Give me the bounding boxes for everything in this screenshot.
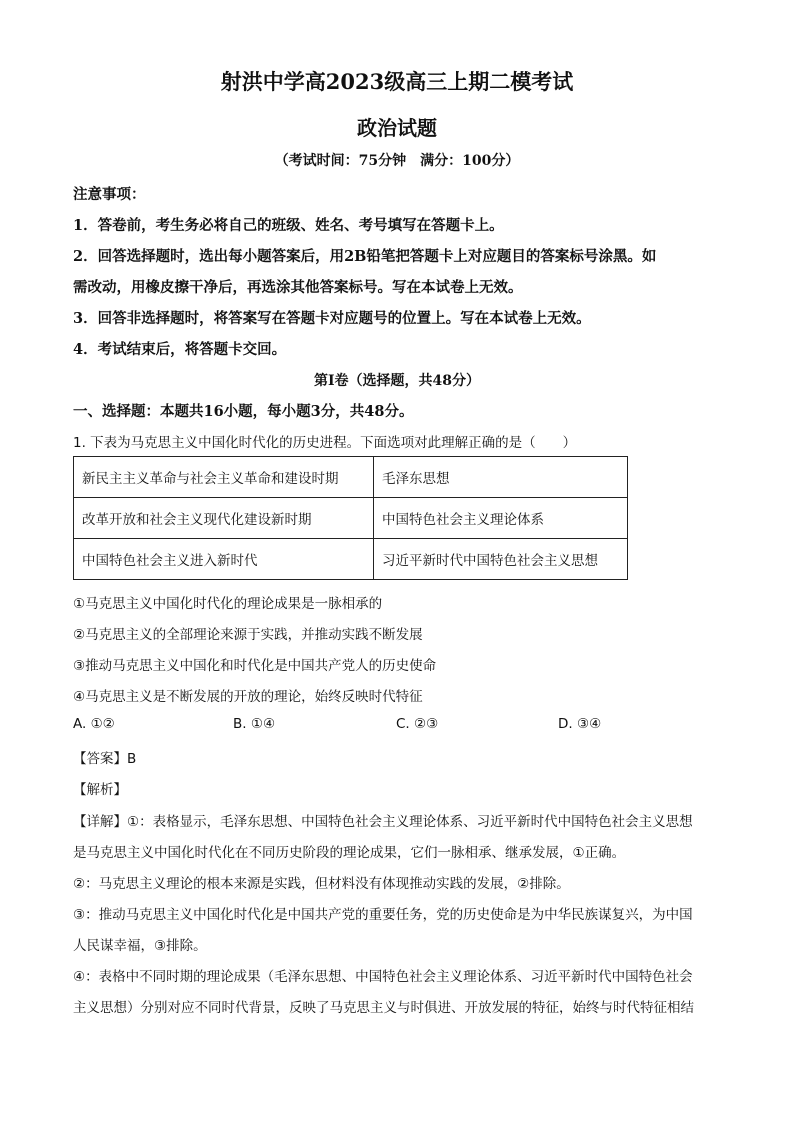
- answer-line: 【答案】B: [73, 751, 137, 767]
- history-table: [73, 456, 628, 580]
- table-cell-period: 新民主主义革命与社会主义革命和建设时期: [74, 457, 374, 498]
- analysis-line: ③：推动马克思主义中国化时代化是中国共产党的重要任务，党的历史使命是为中华民族谋复兴，为中国: [73, 907, 693, 923]
- note-item: 4．考试结束后，将答题卡交回。: [73, 341, 287, 358]
- table-row: [74, 457, 628, 498]
- question-stem: 1. 下表为马克思主义中国化时代化的历史进程。下面选项对此理解正确的是（ ）: [73, 435, 577, 451]
- note-item: 2．回答选择题时，选出每小题答案后，用2B铅笔把答题卡上对应题目的答案标号涂黑。如: [73, 248, 657, 265]
- statement-1: ①马克思主义中国化时代化的理论成果是一脉相承的: [73, 596, 383, 612]
- statement-2: ②马克思主义的全部理论来源于实践，并推动实践不断发展: [73, 627, 423, 643]
- table-cell-theory: 习近平新时代中国特色社会主义思想: [374, 539, 628, 580]
- notes-heading: 注意事项：: [73, 186, 146, 203]
- analysis-line: 是马克思主义中国化时代化在不同历史阶段的理论成果，它们一脉相承、继承发展，①正确。: [73, 845, 626, 861]
- note-item: 1．答卷前，考生务必将自己的班级、姓名、考号填写在答题卡上。: [73, 217, 504, 234]
- table-cell-period: 中国特色社会主义进入新时代: [74, 539, 374, 580]
- exam-info: （考试时间：75分钟 满分：100分）: [274, 153, 520, 169]
- note-item: 3．回答非选择题时，将答案写在答题卡对应题号的位置上。写在本试卷上无效。: [73, 310, 591, 327]
- analysis-line: ④：表格中不同时期的理论成果（毛泽东思想、中国特色社会主义理论体系、习近平新时代中国特色社会: [73, 969, 693, 985]
- option-b: B. ①④: [233, 716, 276, 732]
- note-item: 需改动，用橡皮擦干净后，再选涂其他答案标号。写在本试卷上无效。: [73, 279, 523, 296]
- option-c: C. ②③: [396, 716, 439, 732]
- subject-title: 政治试题: [357, 116, 437, 140]
- analysis-line: ②：马克思主义理论的根本来源是实践，但材料没有体现推动实践的发展，②排除。: [73, 876, 570, 892]
- statement-3: ③推动马克思主义中国化和时代化是中国共产党人的历史使命: [73, 658, 437, 674]
- volume-title: 第Ⅰ卷（选择题，共48分）: [313, 373, 481, 389]
- analysis-line: 主义思想）分别对应不同时代背景，反映了马克思主义与时俱进、开放发展的特征，始终与时代特征相结: [73, 1000, 694, 1016]
- analysis-label: 【解析】: [73, 782, 127, 798]
- table-row: [74, 498, 628, 539]
- option-d: D. ③④: [558, 716, 602, 732]
- exam-title: 射洪中学高2023级高三上期二模考试: [220, 69, 574, 94]
- table-cell-theory: 毛泽东思想: [374, 457, 628, 498]
- option-a: A. ①②: [73, 716, 115, 732]
- part-title: 一、选择题：本题共16小题，每小题3分，共48分。: [73, 403, 414, 420]
- table-cell-period: 改革开放和社会主义现代化建设新时期: [74, 498, 374, 539]
- statement-4: ④马克思主义是不断发展的开放的理论，始终反映时代特征: [73, 689, 423, 705]
- analysis-line: 【详解】①：表格显示，毛泽东思想、中国特色社会主义理论体系、习近平新时代中国特色社会主义思想: [73, 814, 693, 830]
- table-cell-theory: 中国特色社会主义理论体系: [374, 498, 628, 539]
- table-row: [74, 539, 628, 580]
- analysis-line: 人民谋幸福，③排除。: [73, 938, 207, 954]
